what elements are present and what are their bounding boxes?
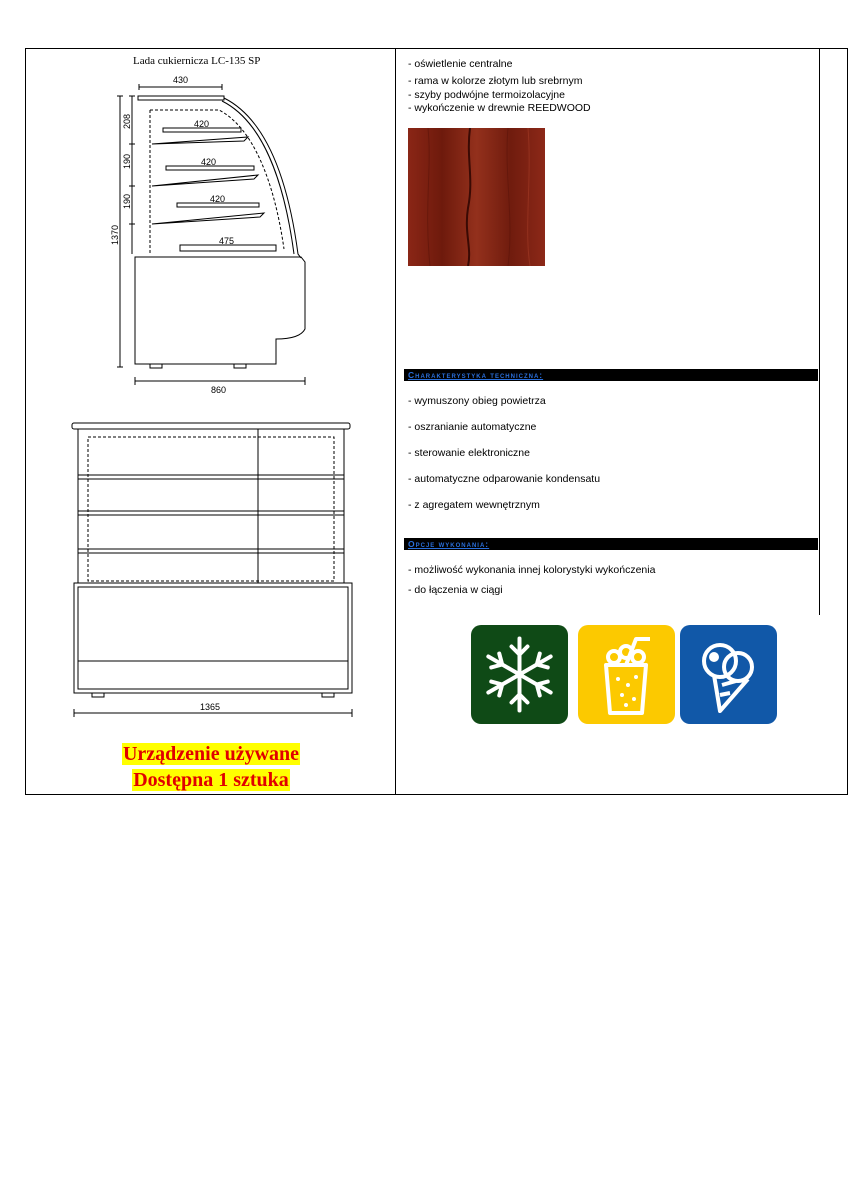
dim-height-3: 190	[122, 193, 132, 209]
dim-base-shelf: 475	[219, 236, 235, 246]
front-view-drawing	[72, 423, 352, 717]
snowflake-icon	[471, 625, 568, 724]
options-section-header	[404, 538, 818, 550]
dim-front-width: 1365	[200, 702, 221, 712]
cold-drink-icon	[578, 625, 675, 724]
option-item: - możliwość wykonania innej kolorystyki wykończenia	[408, 564, 656, 576]
dim-shelf-3: 420	[210, 194, 226, 204]
feature-item: - szyby podwójne termoizolacyjne	[408, 89, 565, 101]
side-view-drawing	[117, 84, 305, 385]
ice-cream-icon	[680, 625, 777, 724]
drawing-title: Lada cukiernicza LC-135 SP	[133, 55, 261, 67]
column-divider	[395, 48, 396, 795]
technical-section-header	[404, 369, 818, 381]
dim-depth: 860	[211, 385, 227, 395]
technical-item: - automatyczne odparowanie kondensatu	[408, 473, 601, 485]
availability-label: Dostępna 1 sztuka	[133, 769, 289, 791]
dim-shelf-1: 420	[194, 119, 210, 129]
feature-item: - oświetlenie centralne	[408, 58, 513, 70]
options-heading: Opcje wykonania:	[408, 539, 490, 549]
used-device-label: Urządzenie używane	[122, 743, 300, 765]
dim-height-1: 208	[122, 113, 132, 129]
dim-total-height: 1370	[110, 224, 120, 245]
technical-heading: Charakterystyka techniczna:	[408, 370, 544, 380]
dim-shelf-2: 420	[201, 157, 217, 167]
technical-drawings	[26, 49, 395, 794]
reedwood-sample-image	[408, 128, 545, 266]
availability-notice	[108, 741, 314, 793]
option-item: - do łączenia w ciągi	[408, 584, 503, 596]
technical-item: - wymuszony obieg powietrza	[408, 395, 546, 407]
drawing-canvas	[26, 49, 395, 794]
technical-item: - sterowanie elektroniczne	[408, 447, 530, 459]
feature-item: - rama w kolorze złotym lub srebrnym	[408, 75, 583, 87]
technical-item: - z agregatem wewnętrznym	[408, 499, 540, 511]
dim-top-width: 430	[173, 75, 189, 85]
right-column-border	[819, 48, 820, 615]
technical-item: - oszranianie automatyczne	[408, 421, 537, 433]
feature-item: - wykończenie w drewnie REEDWOOD	[408, 102, 591, 114]
dim-height-2: 190	[122, 153, 132, 169]
